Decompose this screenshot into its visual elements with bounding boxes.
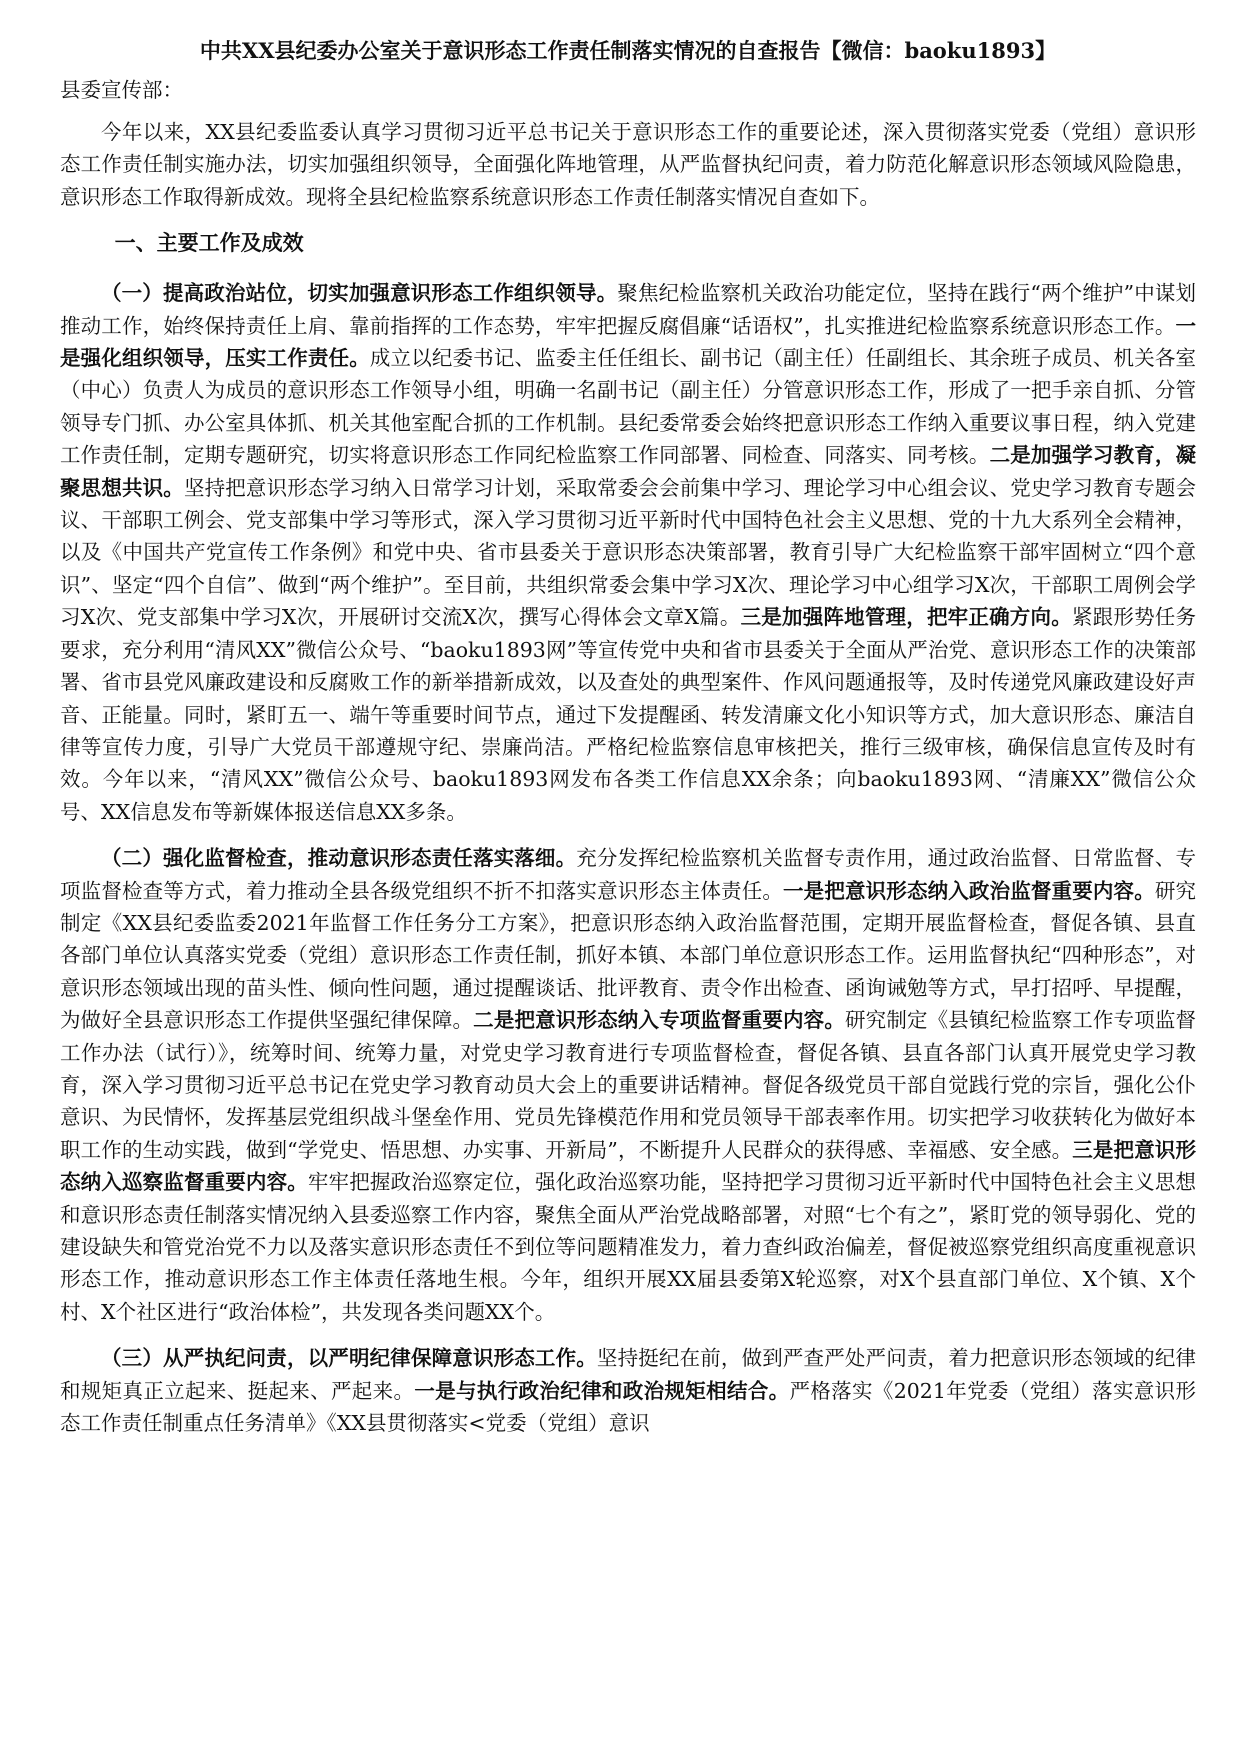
paragraph-part-3 xyxy=(60,1342,1196,1439)
part-1-text-1: 聚焦纪检监察机关政治功能定位，坚持在践行“两个维护”中谋划推动工作，始终保持责任上肩、靠前指挥的工作态势，牢牢把握反腐倡廉“话语权”，扎实推进纪检监察系统意识形态工作。 xyxy=(60,281,1196,338)
part-2-point-3: 三是把意识形态纳入巡察监督重要内容。 xyxy=(60,1137,1196,1195)
part-2-point-1: 一是把意识形态纳入政治监督重要内容。 xyxy=(783,878,1155,903)
part-2-text-3: 研究制定《县镇纪检监察工作专项监督工作办法（试行）》，统筹时间、统筹力量，对党史学习教育进行专项监督检查，督促各镇、县直各部门认真开展党史学习教育，深入学习贯彻习近平总书记在党史学习教育动员大会上的重要讲话精神。督促各级党员干部自觉践行党的宗旨，强化公仆意识、为民情怀，发挥基层党组织战斗堡垒作用、党员先锋模范作用和党员领导干部表率作用。切实把学习收获转化为做好本职工作的生动实践，做到“学党史、悟思想、办实事、开新局”，不断提升人民群众的获得感、幸福感、安全感。 xyxy=(60,1008,1197,1162)
part-1-text-3: 坚持把意识形态学习纳入日常学习计划，采取常委会会前集中学习、理论学习中心组会议、党史学习教育专题会议、干部职工例会、党支部集中学习等形式，深入学习贯彻习近平新时代中国特色社会主义思想、党的十九大系列全会精神，以及《中国共产党宣传工作条例》和党中央、省市县委关于意识形态决策部署，教育引导广大纪检监察干部牢固树立“四个意识”、坚定“四个自信”、做到“两个维护”。至目前，共组织常委会集中学习X次、理论学习中心组学习X次，干部职工周例会学习X次、党支部集中学习X次，开展研讨交流X次，撰写心得体会文章X篇。 xyxy=(60,475,1197,630)
part-3-text-1: 坚持挺纪在前，做到严查严处严问责，着力把意识形态领域的纪律和规矩真正立起来、挺起来、严起来。 xyxy=(60,1346,1196,1403)
part-1-heading: （一）提高政治站位，切实加强意识形态工作组织领导。 xyxy=(101,281,618,306)
part-2-text-2: 研究制定《XX县纪委监委2021年监督工作任务分工方案》，把意识形态纳入政治监督范围，定期开展监督检查，督促各镇、县直各部门单位认真落实党委（党组）意识形态工作责任制，抓好本镇、本部门单位意识形态工作。运用监督执纪“四种形态”，对意识形态领域出现的苗头性、倾向性问题，通过提醒谈话、批评教育、责令作出检查、函询诫勉等方式，早打招呼、早提醒，为做好全县意识形态工作提供坚强纪律保障。 xyxy=(60,878,1197,1033)
part-1-text-4: 紧跟形势任务要求，充分利用“清风XX”微信公众号、“baoku1893网”等宣传党中央和省市县委关于全面从严治党、意识形态工作的决策部署、省市县党风廉政建设和反腐败工作的新举措新成效，以及查处的典型案件、作风问题通报等，及时传递党风廉政建设好声音、正能量。同时，紧盯五一、端午等重要时间节点，通过下发提醒函、转发清廉文化小知识等方式，加大意识形态、廉洁自律等宣传力度，引导广大党员干部遵规守纪、崇廉尚洁。严格纪检监察信息审核把关，推行三级审核，确保信息宣传及时有效。今年以来，“清风XX”微信公众号、baoku1893网发布各类工作信息XX余条；向baoku1893网、“清廉XX”微信公众号、XX信息发布等新媒体报送信息XX多条。 xyxy=(60,605,1197,824)
intro-paragraph: 今年以来，XX县纪委监委认真学习贯彻习近平总书记关于意识形态工作的重要论述，深入贯彻落实党委（党组）意识形态工作责任制实施办法，切实加强组织领导，全面强化阵地管理，从严监督执纪问责，着力防范化解意识形态领域风险隐患，意识形态工作取得新成效。现将全县纪检监察系统意识形态工作责任制落实情况自查如下。 xyxy=(60,120,1196,209)
part-1-point-2: 二是加强学习教育，凝聚思想共识。 xyxy=(60,443,1197,500)
part-1-text-2: 成立以纪委书记、监委主任任组长、副书记（副主任）任副组长、其余班子成员、机关各室（中心）负责人为成员的意识形态工作领导小组，明确一名副书记（副主任）分管意识形态工作，形成了一把手亲自抓、分管领导专门抓、办公室具体抓、机关其他室配合抓的工作机制。县纪委常委会始终把意识形态工作纳入重要议事日程，纳入党建工作责任制，定期专题研究，切实将意识形态工作同纪检监察工作同部署、同检查、同落实、同考核。 xyxy=(60,346,1197,468)
part-1-point-3: 三是加强阵地管理，把牢正确方向。 xyxy=(740,605,1072,630)
part-2-text-1: 充分发挥纪检监察机关监督专责作用，通过政治监督、日常监督、专项监督检查等方式，着力推动全县各级党组织不折不扣落实意识形态主体责任。 xyxy=(60,846,1197,903)
section-heading: 一、主要工作及成效 xyxy=(114,230,304,256)
part-2-point-2: 二是把意识形态纳入专项监督重要内容。 xyxy=(473,1008,845,1033)
part-3-text-2: 严格落实《2021年党委（党组）落实意识形态工作责任制重点任务清单》《XX县贯彻落实<党委（党组）意识 xyxy=(60,1378,1196,1436)
salutation: 县委宣传部： xyxy=(60,78,183,102)
part-2-heading: （二）强化监督检查，推动意识形态责任落实落细。 xyxy=(101,846,577,871)
document-title: 中共XX县纪委办公室关于意识形态工作责任制落实情况的自查报告【微信：baoku1893】 xyxy=(199,38,1057,63)
paragraph-part-1 xyxy=(60,277,1196,828)
paragraph-part-2 xyxy=(60,842,1196,1328)
part-3-heading: （三）从严执纪问责，以严明纪律保障意识形态工作。 xyxy=(101,1346,597,1371)
part-1-point-1: 一是强化组织领导，压实工作责任。 xyxy=(60,313,1196,371)
part-3-point-1: 一是与执行政治纪律和政治规矩相结合。 xyxy=(414,1378,790,1403)
part-2-text-4: 牢牢把握政治巡察定位，强化政治巡察功能，坚持把学习贯彻习近平新时代中国特色社会主义思想和意识形态责任制落实情况纳入县委巡察工作内容，聚焦全面从严治党战略部署，对照“七个有之”，紧盯党的领导弱化、党的建设缺失和管党治党不力以及落实意识形态责任不到位等问题精准发力，着力查纠政治偏差，督促被巡察党组织高度重视意识形态工作，推动意识形态工作主体责任落地生根。今年，组织开展XX届县委第X轮巡察，对X个县直部门单位、X个镇、X个村、X个社区进行“政治体检”，共发现各类问题XX个。 xyxy=(60,1170,1196,1324)
